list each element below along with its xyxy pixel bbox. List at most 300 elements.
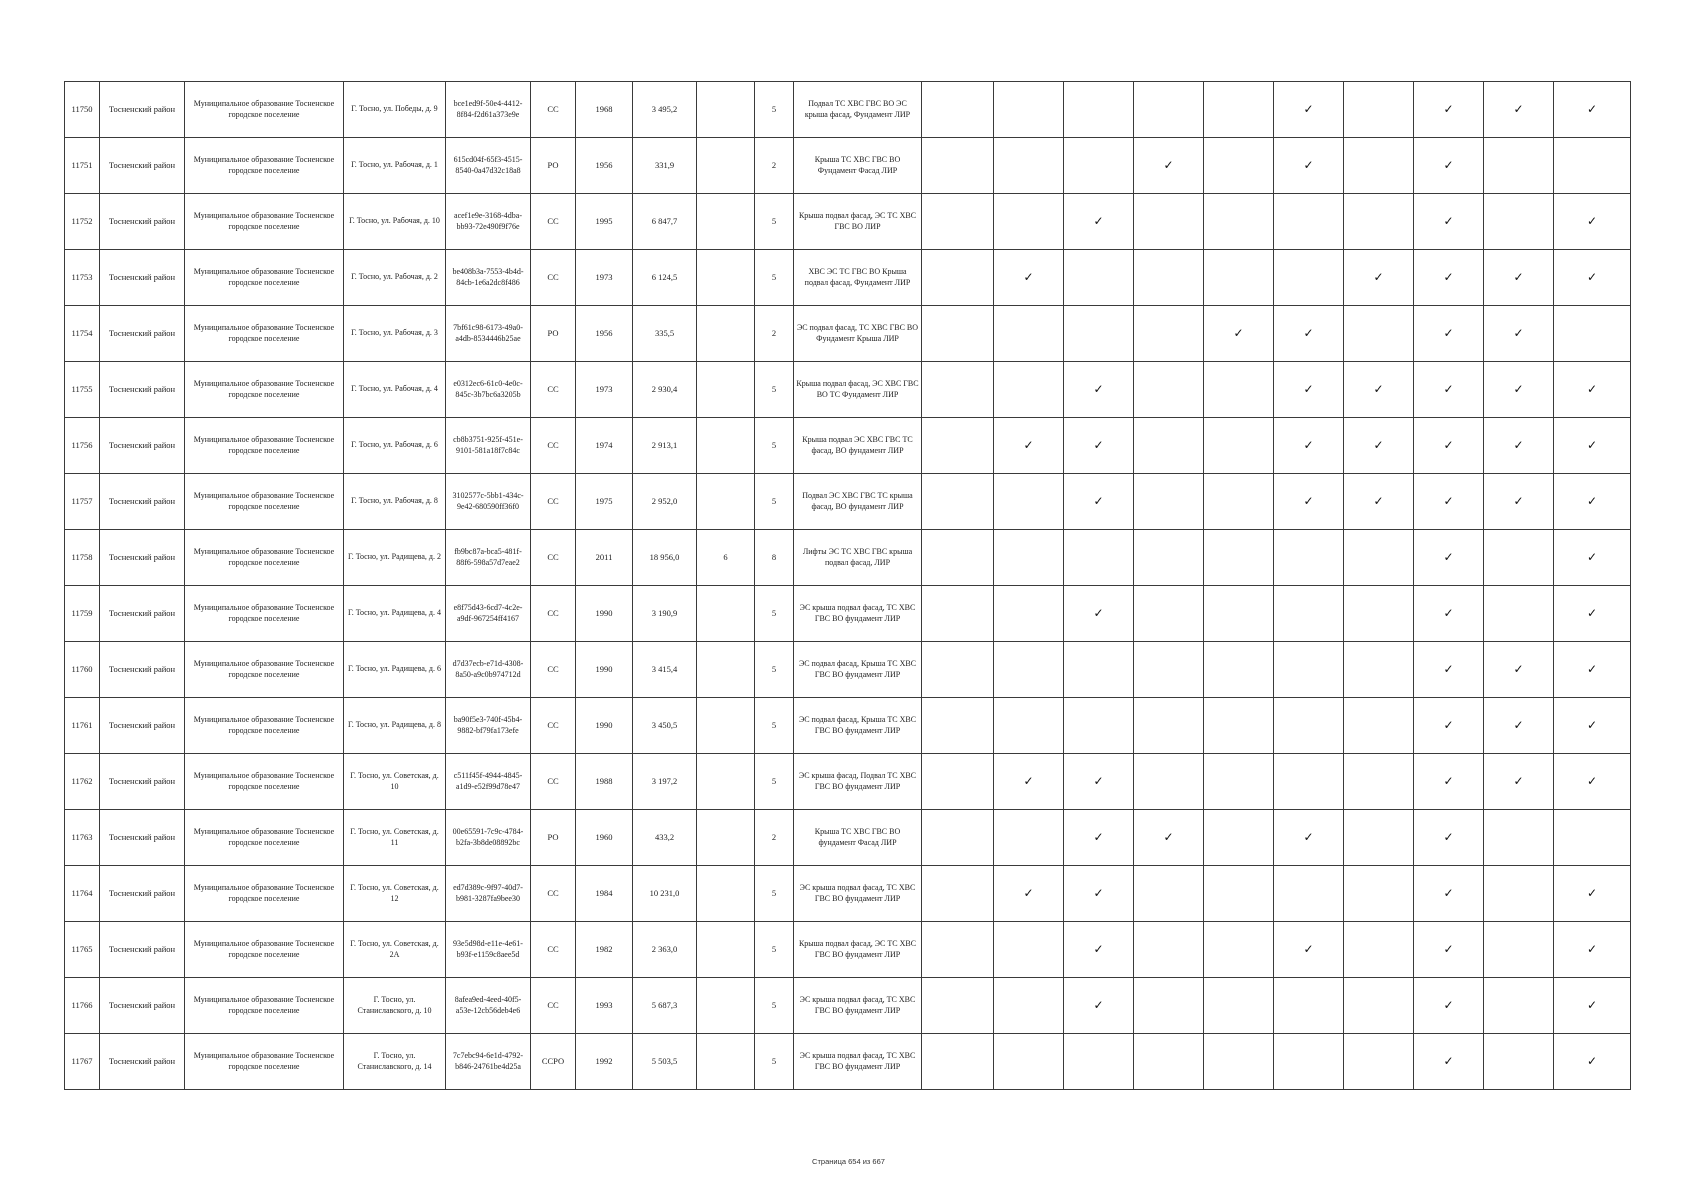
work-checkmark-cell: [994, 810, 1064, 866]
work-checkmark-cell: ✓: [1064, 362, 1134, 418]
table-row: [65, 530, 1631, 586]
total-area: 3 197,2: [633, 754, 697, 810]
planned-works: Крыша подвал ЭС ХВС ГВС ТС фасад, ВО фундамент ЛИР: [794, 418, 922, 474]
work-checkmark-cell: ✓: [994, 418, 1064, 474]
building-address: Г. Тосно, ул. Радищева, д. 8: [344, 698, 446, 754]
work-checkmark-cell: [1344, 530, 1414, 586]
extra-value: [697, 82, 755, 138]
work-checkmark-cell: ✓: [1414, 754, 1484, 810]
work-checkmark-cell: [1134, 1034, 1204, 1090]
building-address: Г. Тосно, ул. Станиславского, д. 14: [344, 1034, 446, 1090]
work-checkmark-cell: [1274, 250, 1344, 306]
building-guid: e8f75d43-6cd7-4c2e-a9df-967254ff4167: [446, 586, 531, 642]
work-checkmark-cell: ✓: [1554, 642, 1631, 698]
work-checkmark-cell: [1134, 306, 1204, 362]
work-checkmark-cell: ✓: [1414, 418, 1484, 474]
work-checkmark-cell: ✓: [1554, 82, 1631, 138]
construction-year: 1960: [576, 810, 633, 866]
record-number: 11759: [65, 586, 100, 642]
building-type: СС: [531, 866, 576, 922]
work-checkmark-cell: [1134, 250, 1204, 306]
work-checkmark-cell: ✓: [1414, 978, 1484, 1034]
work-checkmark-cell: ✓: [1554, 698, 1631, 754]
work-checkmark-cell: [1274, 1034, 1344, 1090]
work-checkmark-cell: [1204, 194, 1274, 250]
district-name: Тосненский район: [100, 82, 185, 138]
building-guid: bce1ed9f-50e4-4412-8f84-f2d61a373e9e: [446, 82, 531, 138]
work-checkmark-cell: ✓: [994, 866, 1064, 922]
total-area: 18 956,0: [633, 530, 697, 586]
work-checkmark-cell: ✓: [1344, 362, 1414, 418]
work-checkmark-cell: [1064, 138, 1134, 194]
floor-count: 5: [755, 754, 794, 810]
floor-count: 5: [755, 1034, 794, 1090]
work-checkmark-cell: ✓: [1554, 586, 1631, 642]
extra-value: [697, 306, 755, 362]
planned-works: ХВС ЭС ТС ГВС ВО Крыша подвал фасад, Фундамент ЛИР: [794, 250, 922, 306]
work-checkmark-cell: [1344, 586, 1414, 642]
building-address: Г. Тосно, ул. Победы, д. 9: [344, 82, 446, 138]
work-checkmark-cell: ✓: [1344, 418, 1414, 474]
municipality-name: Муниципальное образование Тосненское городское поселение: [185, 418, 344, 474]
record-number: 11750: [65, 82, 100, 138]
building-address: Г. Тосно, ул. Станиславского, д. 10: [344, 978, 446, 1034]
table-row: [65, 698, 1631, 754]
work-checkmark-cell: ✓: [1554, 1034, 1631, 1090]
work-checkmark-cell: [1134, 530, 1204, 586]
work-checkmark-cell: [922, 810, 994, 866]
extra-value: [697, 978, 755, 1034]
record-number: 11754: [65, 306, 100, 362]
planned-works: Крыша ТС ХВС ГВС ВО Фундамент Фасад ЛИР: [794, 138, 922, 194]
district-name: Тосненский район: [100, 978, 185, 1034]
work-checkmark-cell: [922, 418, 994, 474]
extra-value: 6: [697, 530, 755, 586]
table-row: [65, 866, 1631, 922]
work-checkmark-cell: [1344, 306, 1414, 362]
total-area: 10 231,0: [633, 866, 697, 922]
work-checkmark-cell: ✓: [1274, 922, 1344, 978]
work-checkmark-cell: [1064, 82, 1134, 138]
building-guid: d7d37ecb-e71d-4308-8a50-a9c0b974712d: [446, 642, 531, 698]
building-type: СС: [531, 362, 576, 418]
work-checkmark-cell: [1484, 586, 1554, 642]
work-checkmark-cell: ✓: [1414, 1034, 1484, 1090]
building-type: СС: [531, 418, 576, 474]
planned-works: ЭС крыша подвал фасад, ТС ХВС ГВС ВО фундамент ЛИР: [794, 586, 922, 642]
work-checkmark-cell: ✓: [1554, 194, 1631, 250]
planned-works: Крыша подвал фасад, ЭС ТС ХВС ГВС ВО ЛИР: [794, 194, 922, 250]
work-checkmark-cell: [1344, 754, 1414, 810]
district-name: Тосненский район: [100, 250, 185, 306]
work-checkmark-cell: ✓: [1414, 810, 1484, 866]
work-checkmark-cell: [1344, 82, 1414, 138]
construction-year: 1990: [576, 698, 633, 754]
work-checkmark-cell: ✓: [1414, 922, 1484, 978]
building-type: СС: [531, 530, 576, 586]
record-number: 11758: [65, 530, 100, 586]
work-checkmark-cell: [1484, 866, 1554, 922]
municipality-name: Муниципальное образование Тосненское городское поселение: [185, 754, 344, 810]
total-area: 335,5: [633, 306, 697, 362]
work-checkmark-cell: [1204, 1034, 1274, 1090]
building-address: Г. Тосно, ул. Рабочая, д. 3: [344, 306, 446, 362]
record-number: 11752: [65, 194, 100, 250]
work-checkmark-cell: ✓: [1064, 922, 1134, 978]
work-checkmark-cell: ✓: [1064, 474, 1134, 530]
table-row: [65, 306, 1631, 362]
work-checkmark-cell: [994, 586, 1064, 642]
work-checkmark-cell: [994, 642, 1064, 698]
total-area: 2 363,0: [633, 922, 697, 978]
district-name: Тосненский район: [100, 810, 185, 866]
work-checkmark-cell: [994, 138, 1064, 194]
building-type: СС: [531, 474, 576, 530]
work-checkmark-cell: [1134, 82, 1204, 138]
total-area: 5 687,3: [633, 978, 697, 1034]
work-checkmark-cell: ✓: [1134, 138, 1204, 194]
work-checkmark-cell: ✓: [1484, 362, 1554, 418]
work-checkmark-cell: [922, 474, 994, 530]
table-row: [65, 754, 1631, 810]
work-checkmark-cell: [1344, 1034, 1414, 1090]
planned-works: ЭС крыша фасад, Подвал ТС ХВС ГВС ВО фундамент ЛИР: [794, 754, 922, 810]
total-area: 2 913,1: [633, 418, 697, 474]
building-address: Г. Тосно, ул. Радищева, д. 2: [344, 530, 446, 586]
building-guid: 7c7ebc94-6e1d-4792-b846-24761be4d25a: [446, 1034, 531, 1090]
total-area: 6 847,7: [633, 194, 697, 250]
work-checkmark-cell: ✓: [1414, 82, 1484, 138]
building-guid: 615cd04f-65f3-4515-8540-0a47d32c18a8: [446, 138, 531, 194]
work-checkmark-cell: [1274, 530, 1344, 586]
record-number: 11751: [65, 138, 100, 194]
work-checkmark-cell: [1064, 1034, 1134, 1090]
table-row: [65, 978, 1631, 1034]
work-checkmark-cell: [1134, 698, 1204, 754]
building-guid: ba90f5e3-740f-45b4-9882-bf79fa173efe: [446, 698, 531, 754]
work-checkmark-cell: [922, 306, 994, 362]
extra-value: [697, 474, 755, 530]
work-checkmark-cell: [1204, 978, 1274, 1034]
building-address: Г. Тосно, ул. Рабочая, д. 2: [344, 250, 446, 306]
record-number: 11766: [65, 978, 100, 1034]
work-checkmark-cell: [922, 530, 994, 586]
work-checkmark-cell: [994, 922, 1064, 978]
work-checkmark-cell: ✓: [1414, 586, 1484, 642]
work-checkmark-cell: ✓: [1484, 474, 1554, 530]
construction-year: 1990: [576, 586, 633, 642]
records-table-container: [64, 81, 1631, 1090]
floor-count: 5: [755, 978, 794, 1034]
work-checkmark-cell: [1274, 642, 1344, 698]
district-name: Тосненский район: [100, 586, 185, 642]
building-type: СС: [531, 922, 576, 978]
municipality-name: Муниципальное образование Тосненское городское поселение: [185, 474, 344, 530]
work-checkmark-cell: ✓: [1484, 82, 1554, 138]
work-checkmark-cell: [1344, 922, 1414, 978]
municipality-name: Муниципальное образование Тосненское городское поселение: [185, 1034, 344, 1090]
record-number: 11761: [65, 698, 100, 754]
record-number: 11756: [65, 418, 100, 474]
table-row: [65, 418, 1631, 474]
work-checkmark-cell: [1274, 866, 1344, 922]
work-checkmark-cell: [1274, 698, 1344, 754]
work-checkmark-cell: ✓: [1274, 82, 1344, 138]
total-area: 2 952,0: [633, 474, 697, 530]
work-checkmark-cell: ✓: [1414, 194, 1484, 250]
work-checkmark-cell: ✓: [1414, 362, 1484, 418]
planned-works: Подвал ЭС ХВС ГВС ТС крыша фасад, ВО фундамент ЛИР: [794, 474, 922, 530]
work-checkmark-cell: [1204, 642, 1274, 698]
municipality-name: Муниципальное образование Тосненское городское поселение: [185, 306, 344, 362]
work-checkmark-cell: [1134, 194, 1204, 250]
work-checkmark-cell: [1484, 530, 1554, 586]
planned-works: ЭС крыша подвал фасад, ТС ХВС ГВС ВО фундамент ЛИР: [794, 978, 922, 1034]
work-checkmark-cell: ✓: [1414, 866, 1484, 922]
work-checkmark-cell: ✓: [1484, 754, 1554, 810]
planned-works: ЭС подвал фасад, Крыша ТС ХВС ГВС ВО фундамент ЛИР: [794, 698, 922, 754]
building-guid: 8afea9ed-4eed-40f5-a53e-12cb56deb4e6: [446, 978, 531, 1034]
district-name: Тосненский район: [100, 922, 185, 978]
table-row: [65, 1034, 1631, 1090]
table-row: [65, 250, 1631, 306]
work-checkmark-cell: [1484, 194, 1554, 250]
construction-year: 1982: [576, 922, 633, 978]
work-checkmark-cell: ✓: [1484, 250, 1554, 306]
table-row: [65, 474, 1631, 530]
work-checkmark-cell: [1134, 642, 1204, 698]
building-guid: c511f45f-4944-4845-a1d9-e52f99d78e47: [446, 754, 531, 810]
municipality-name: Муниципальное образование Тосненское городское поселение: [185, 922, 344, 978]
work-checkmark-cell: ✓: [994, 250, 1064, 306]
building-address: Г. Тосно, ул. Рабочая, д. 1: [344, 138, 446, 194]
municipality-name: Муниципальное образование Тосненское городское поселение: [185, 194, 344, 250]
work-checkmark-cell: [1064, 306, 1134, 362]
work-checkmark-cell: [922, 1034, 994, 1090]
work-checkmark-cell: [922, 922, 994, 978]
floor-count: 8: [755, 530, 794, 586]
work-checkmark-cell: [922, 978, 994, 1034]
municipality-name: Муниципальное образование Тосненское городское поселение: [185, 698, 344, 754]
work-checkmark-cell: [1204, 82, 1274, 138]
work-checkmark-cell: ✓: [1414, 306, 1484, 362]
building-guid: 00e65591-7c9c-4784-b2fa-3b8de08892bc: [446, 810, 531, 866]
work-checkmark-cell: [922, 362, 994, 418]
work-checkmark-cell: [1274, 978, 1344, 1034]
work-checkmark-cell: [994, 306, 1064, 362]
work-checkmark-cell: ✓: [1064, 194, 1134, 250]
work-checkmark-cell: ✓: [1554, 474, 1631, 530]
building-guid: be408b3a-7553-4b4d-84cb-1e6a2dc8f486: [446, 250, 531, 306]
building-guid: 7bf61c98-6173-49a0-a4db-8534446b25ae: [446, 306, 531, 362]
work-checkmark-cell: ✓: [1274, 138, 1344, 194]
extra-value: [697, 698, 755, 754]
planned-works: ЭС подвал фасад, ТС ХВС ГВС ВО Фундамент Крыша ЛИР: [794, 306, 922, 362]
construction-year: 1956: [576, 138, 633, 194]
work-checkmark-cell: ✓: [1414, 474, 1484, 530]
construction-year: 1974: [576, 418, 633, 474]
work-checkmark-cell: ✓: [1274, 418, 1344, 474]
building-guid: fb9bc87a-bca5-481f-88f6-598a57d7eae2: [446, 530, 531, 586]
work-checkmark-cell: [1204, 250, 1274, 306]
work-checkmark-cell: [1064, 642, 1134, 698]
total-area: 331,9: [633, 138, 697, 194]
work-checkmark-cell: ✓: [1274, 810, 1344, 866]
building-guid: ed7d389c-9f97-40d7-b981-3287fa9bee30: [446, 866, 531, 922]
work-checkmark-cell: [922, 698, 994, 754]
building-address: Г. Тосно, ул. Рабочая, д. 4: [344, 362, 446, 418]
building-type: СС: [531, 698, 576, 754]
work-checkmark-cell: [994, 362, 1064, 418]
work-checkmark-cell: [1204, 474, 1274, 530]
work-checkmark-cell: [1134, 586, 1204, 642]
total-area: 3 450,5: [633, 698, 697, 754]
work-checkmark-cell: [1134, 922, 1204, 978]
building-address: Г. Тосно, ул. Радищева, д. 6: [344, 642, 446, 698]
work-checkmark-cell: ✓: [1554, 922, 1631, 978]
district-name: Тосненский район: [100, 642, 185, 698]
floor-count: 5: [755, 642, 794, 698]
construction-year: 1993: [576, 978, 633, 1034]
work-checkmark-cell: [1134, 754, 1204, 810]
municipality-name: Муниципальное образование Тосненское городское поселение: [185, 810, 344, 866]
work-checkmark-cell: ✓: [1484, 698, 1554, 754]
work-checkmark-cell: ✓: [1414, 138, 1484, 194]
record-number: 11755: [65, 362, 100, 418]
extra-value: [697, 922, 755, 978]
total-area: 433,2: [633, 810, 697, 866]
planned-works: ЭС крыша подвал фасад, ТС ХВС ГВС ВО фундамент ЛИР: [794, 1034, 922, 1090]
work-checkmark-cell: ✓: [1064, 866, 1134, 922]
work-checkmark-cell: [922, 642, 994, 698]
construction-year: 1988: [576, 754, 633, 810]
work-checkmark-cell: [1204, 698, 1274, 754]
building-type: РО: [531, 138, 576, 194]
record-number: 11762: [65, 754, 100, 810]
table-row: [65, 138, 1631, 194]
work-checkmark-cell: [994, 474, 1064, 530]
building-address: Г. Тосно, ул. Радищева, д. 4: [344, 586, 446, 642]
municipality-name: Муниципальное образование Тосненское городское поселение: [185, 82, 344, 138]
work-checkmark-cell: [1064, 250, 1134, 306]
municipality-name: Муниципальное образование Тосненское городское поселение: [185, 250, 344, 306]
records-table-body: [65, 82, 1631, 1090]
work-checkmark-cell: [1344, 698, 1414, 754]
district-name: Тосненский район: [100, 1034, 185, 1090]
building-type: РО: [531, 810, 576, 866]
building-address: Г. Тосно, ул. Советская, д. 12: [344, 866, 446, 922]
municipality-name: Муниципальное образование Тосненское городское поселение: [185, 138, 344, 194]
work-checkmark-cell: [1484, 1034, 1554, 1090]
construction-year: 1984: [576, 866, 633, 922]
construction-year: 1956: [576, 306, 633, 362]
work-checkmark-cell: [1204, 866, 1274, 922]
record-number: 11753: [65, 250, 100, 306]
work-checkmark-cell: [1204, 362, 1274, 418]
records-table: [64, 81, 1631, 1090]
extra-value: [697, 1034, 755, 1090]
planned-works: ЭС подвал фасад, Крыша ТС ХВС ГВС ВО фундамент ЛИР: [794, 642, 922, 698]
municipality-name: Муниципальное образование Тосненское городское поселение: [185, 362, 344, 418]
district-name: Тосненский район: [100, 138, 185, 194]
floor-count: 5: [755, 250, 794, 306]
page-footer: Страница 654 из 667: [812, 1157, 885, 1166]
record-number: 11764: [65, 866, 100, 922]
municipality-name: Муниципальное образование Тосненское городское поселение: [185, 866, 344, 922]
building-address: Г. Тосно, ул. Советская, д. 10: [344, 754, 446, 810]
building-guid: acef1e9e-3168-4dba-bb93-72e490f9f76e: [446, 194, 531, 250]
table-row: [65, 810, 1631, 866]
work-checkmark-cell: ✓: [1414, 530, 1484, 586]
work-checkmark-cell: ✓: [1064, 978, 1134, 1034]
work-checkmark-cell: ✓: [1484, 642, 1554, 698]
building-type: СС: [531, 586, 576, 642]
work-checkmark-cell: ✓: [1414, 642, 1484, 698]
work-checkmark-cell: ✓: [1554, 250, 1631, 306]
work-checkmark-cell: [922, 866, 994, 922]
work-checkmark-cell: [1484, 138, 1554, 194]
work-checkmark-cell: [1204, 586, 1274, 642]
building-address: Г. Тосно, ул. Рабочая, д. 6: [344, 418, 446, 474]
total-area: 6 124,5: [633, 250, 697, 306]
extra-value: [697, 250, 755, 306]
floor-count: 5: [755, 698, 794, 754]
district-name: Тосненский район: [100, 418, 185, 474]
work-checkmark-cell: [1134, 418, 1204, 474]
record-number: 11760: [65, 642, 100, 698]
building-address: Г. Тосно, ул. Рабочая, д. 10: [344, 194, 446, 250]
planned-works: Крыша подвал фасад, ЭС ХВС ГВС ВО ТС Фундамент ЛИР: [794, 362, 922, 418]
building-type: СС: [531, 194, 576, 250]
work-checkmark-cell: [1344, 866, 1414, 922]
table-row: [65, 362, 1631, 418]
district-name: Тосненский район: [100, 866, 185, 922]
work-checkmark-cell: [994, 194, 1064, 250]
work-checkmark-cell: ✓: [1414, 250, 1484, 306]
work-checkmark-cell: [1204, 138, 1274, 194]
extra-value: [697, 754, 755, 810]
work-checkmark-cell: ✓: [1554, 530, 1631, 586]
work-checkmark-cell: ✓: [1554, 978, 1631, 1034]
work-checkmark-cell: [1344, 810, 1414, 866]
floor-count: 2: [755, 138, 794, 194]
total-area: 3 190,9: [633, 586, 697, 642]
construction-year: 1992: [576, 1034, 633, 1090]
work-checkmark-cell: ✓: [1484, 418, 1554, 474]
building-type: СС: [531, 754, 576, 810]
work-checkmark-cell: [922, 138, 994, 194]
district-name: Тосненский район: [100, 530, 185, 586]
work-checkmark-cell: [1484, 810, 1554, 866]
floor-count: 5: [755, 194, 794, 250]
work-checkmark-cell: [1134, 474, 1204, 530]
work-checkmark-cell: [922, 250, 994, 306]
floor-count: 5: [755, 922, 794, 978]
construction-year: 1968: [576, 82, 633, 138]
work-checkmark-cell: ✓: [1484, 306, 1554, 362]
extra-value: [697, 642, 755, 698]
work-checkmark-cell: [1134, 978, 1204, 1034]
work-checkmark-cell: [1134, 866, 1204, 922]
planned-works: Лифты ЭС ТС ХВС ГВС крыша подвал фасад, ЛИР: [794, 530, 922, 586]
work-checkmark-cell: [1554, 306, 1631, 362]
work-checkmark-cell: [1204, 810, 1274, 866]
work-checkmark-cell: [1204, 418, 1274, 474]
construction-year: 1995: [576, 194, 633, 250]
work-checkmark-cell: [1204, 922, 1274, 978]
work-checkmark-cell: ✓: [1134, 810, 1204, 866]
record-number: 11763: [65, 810, 100, 866]
